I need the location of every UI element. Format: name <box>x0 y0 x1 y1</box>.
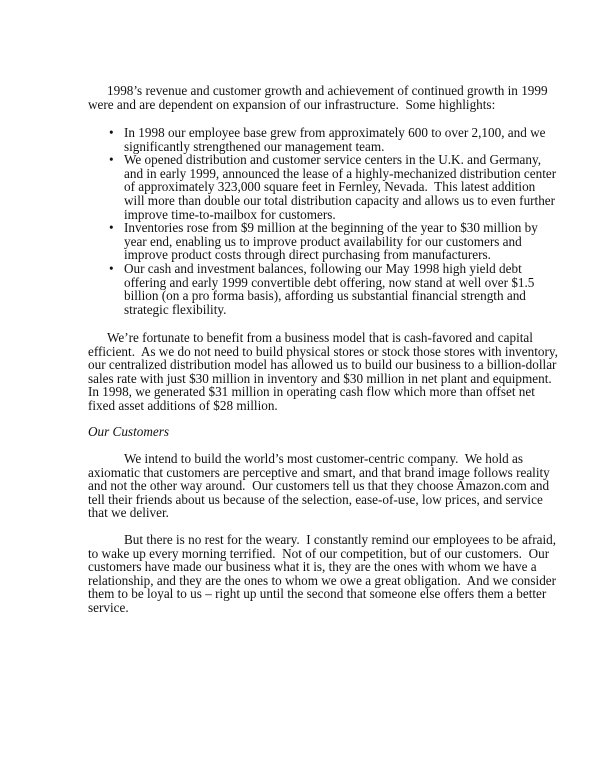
text-line: will more than double our total distribution capacity and allows us to even further <box>124 192 556 208</box>
text-line: billion (on a pro forma basis), affording us substantial financial strength and <box>124 288 526 304</box>
bullet-item-employees <box>109 125 546 154</box>
text-line: strategic flexibility. <box>124 301 227 317</box>
text-line: significantly strengthened our management team. <box>124 138 385 154</box>
text-line: that we deliver. <box>88 505 169 521</box>
paragraph-business-model <box>88 330 558 413</box>
bullet-item-distribution <box>109 152 557 222</box>
bullet-icon: • <box>109 125 114 140</box>
paragraph-customer-centric <box>88 451 550 521</box>
text-line: service. <box>88 599 129 615</box>
bullet-icon: • <box>109 261 114 276</box>
text-line: efficient. As we do not need to build physical stores or stock those stores with inventory, <box>88 343 558 359</box>
bullet-icon: • <box>109 152 114 168</box>
text-line: We intend to build the world’s most customer-centric company. We hold as <box>124 451 524 466</box>
text-line: them to be loyal to us – right up until the second that someone else offers them a better <box>88 586 547 602</box>
text-line: of approximately 323,000 square feet in Fernley, Nevada. This latest addition <box>124 179 536 195</box>
paragraph-no-rest <box>88 532 557 615</box>
text-line: tell their friends about us because of the selection, ease-of-use, low prices, and service <box>88 491 543 507</box>
bullet-icon: • <box>109 220 114 236</box>
text-line: our centralized distribution model has allowed us to build our business to a billion-dollar <box>88 357 557 373</box>
text-line: sales rate with just $30 million in inventory and $30 million in net plant and equipment. <box>88 370 552 386</box>
text-line: We’re fortunate to benefit from a business model that is cash-favored and capital <box>107 330 533 345</box>
text-line: axiomatic that customers are perceptive and smart, and that brand image follows reality <box>88 464 550 480</box>
text-line: improve time-to-mailbox for customers. <box>124 206 336 222</box>
text-line: improve product costs through direct purchasing from manufacturers. <box>124 247 491 263</box>
text-line: were and are dependent on expansion of our infrastructure. Some highlights: <box>88 96 496 112</box>
text-line: We opened distribution and customer service centers in the U.K. and Germany, <box>124 152 542 168</box>
text-line: relationship, and they are the ones to whom we owe a great obligation. And we consider <box>88 572 557 588</box>
text-line: 1998’s revenue and customer growth and achievement of continued growth in 1999 <box>107 83 548 98</box>
text-line: year end, enabling us to improve product availability for our customers and <box>124 233 522 249</box>
text-line: fixed asset additions of $28 million. <box>88 397 278 413</box>
text-line: But there is no rest for the weary. I constantly remind our employees to be afraid, <box>124 532 556 547</box>
section-heading: Our Customers <box>88 424 169 439</box>
text-line: Inventories rose from $9 million at the beginning of the year to $30 million by <box>124 220 538 236</box>
bullet-item-cash <box>109 261 544 317</box>
text-line: and not the other way around. Our customers tell us that they choose Amazon.com and <box>88 478 550 494</box>
text-line: In 1998, we generated $31 million in operating cash flow which more than offset net <box>88 384 535 400</box>
text-line: and in early 1999, announced the lease of a highly-mechanized distribution center <box>124 165 557 181</box>
text-line: offering and early 1999 convertible debt offering, now stand at well over $1.5 <box>124 274 535 290</box>
text-line: In 1998 our employee base grew from approximately 600 to over 2,100, and we <box>124 125 546 140</box>
text-line: customers have made our business what it is, they are the ones with whom we have a <box>88 559 537 575</box>
paragraph-infrastructure <box>88 83 548 112</box>
text-line: to wake up every morning terrified. Not of our competition, but of our customers. Our <box>88 545 550 561</box>
text-line: Our cash and investment balances, following our May 1998 high yield debt <box>124 261 522 276</box>
bullet-item-inventories <box>109 220 544 263</box>
